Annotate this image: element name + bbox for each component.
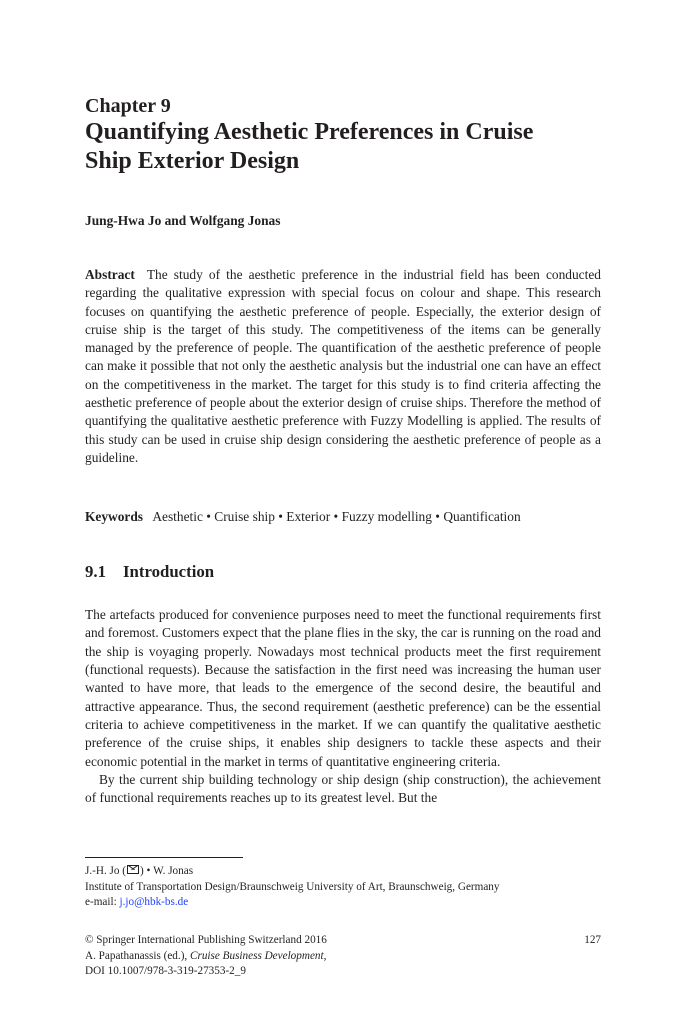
- chapter-title-line: Ship Exterior Design: [85, 148, 300, 174]
- footnote-affiliation: Institute of Transportation Design/Braunschweig University of Art, Braunschweig, Germany: [85, 880, 500, 893]
- footnote-email: [85, 895, 601, 911]
- keywords-text: Aesthetic • Cruise ship • Exterior • Fuzzy modelling • Quantification: [152, 509, 521, 524]
- chapter-label: Chapter 9: [85, 95, 171, 117]
- section-number: 9.1: [85, 562, 106, 581]
- envelope-icon: [127, 865, 139, 874]
- keywords: [85, 508, 601, 526]
- keywords-label: Keywords: [85, 509, 144, 524]
- book-citation: [85, 949, 601, 965]
- footnote-authors: [85, 864, 601, 880]
- book-citation-suffix: ,: [323, 949, 327, 962]
- abstract-text: The study of the aesthetic preference in the industrial field has been conducted regarding the qualitative expression with special focus on colour and shape. This research focuses on quantifying the aesthetic preference of people. Especially, the exterior design of cruise ship is the target of this study. The competitiveness of the items can be generally managed by the preference of people. The quantification of the aesthetic preference of people can make it possible that not only the aesthetic analysis but the industrial one can have an effect on the competitiveness in the market. The target for this study is to find criteria affecting the aesthetic preference of people about the exterior design of cruise ships. Therefore the method of quantifying the qualitative aesthetic preference with Fuzzy Modelling is applied. The results of this study can be used in cruise ship design considering the aesthetic preference of people as a guideline.: [85, 267, 601, 465]
- page-number: 127: [584, 934, 601, 946]
- authors: Jung-Hwa Jo and Wolfgang Jonas: [85, 213, 281, 228]
- chapter-title-line: Quantifying Aesthetic Preferences in Cruise: [85, 119, 534, 145]
- footnote-author-jonas: ) • W. Jonas: [140, 865, 194, 877]
- doi: DOI 10.1007/978-3-319-27353-2_9: [85, 965, 246, 978]
- copyright-line: [85, 933, 601, 949]
- email-label: e-mail:: [85, 896, 120, 909]
- body-paragraph: The artefacts produced for convenience purposes need to meet the functional requirements first and foremost. Customers expect that the plane flies in the sky, the car is running on the road and the ship is voyaging properly. Nowadays most technical products meet the first requirement (functional requests). Because the satisfaction in the first need was increasing the human user wanted to have more, that leads to the emergence of the second desire, the beautiful and attractive appearance. Thus, the second requirement (aesthetic preference) can be the essential criteria to achieve competitiveness in the market. If we can quantify the qualitative aesthetic preference of the cruise ships, it enables ship designers to tackle these aspects and their economic potential in the market in terms of quantitative engineering criteria.: [85, 607, 601, 769]
- book-title: Cruise Business Development: [190, 949, 324, 962]
- publication-info: [85, 933, 601, 980]
- section-title: Introduction: [123, 562, 215, 581]
- body-text: [85, 606, 601, 808]
- email-link[interactable]: j.jo@hbk-bs.de: [119, 896, 189, 909]
- book-editor: A. Papathanassis (ed.),: [85, 949, 191, 962]
- abstract: [85, 266, 601, 467]
- chapter-title: [85, 118, 601, 176]
- body-paragraph: By the current ship building technology or ship design (ship construction), the achievement of functional requirements reaches up to its greatest level. But the: [85, 772, 601, 806]
- section-heading: [85, 561, 214, 583]
- abstract-label: Abstract: [85, 267, 135, 282]
- footnote-author-jo: J.-H. Jo (: [85, 865, 127, 877]
- author-footnote: [85, 864, 601, 911]
- footnote-divider: [85, 857, 243, 858]
- copyright-text: © Springer International Publishing Switzerland 2016: [85, 934, 327, 946]
- book-page: [85, 0, 601, 1036]
